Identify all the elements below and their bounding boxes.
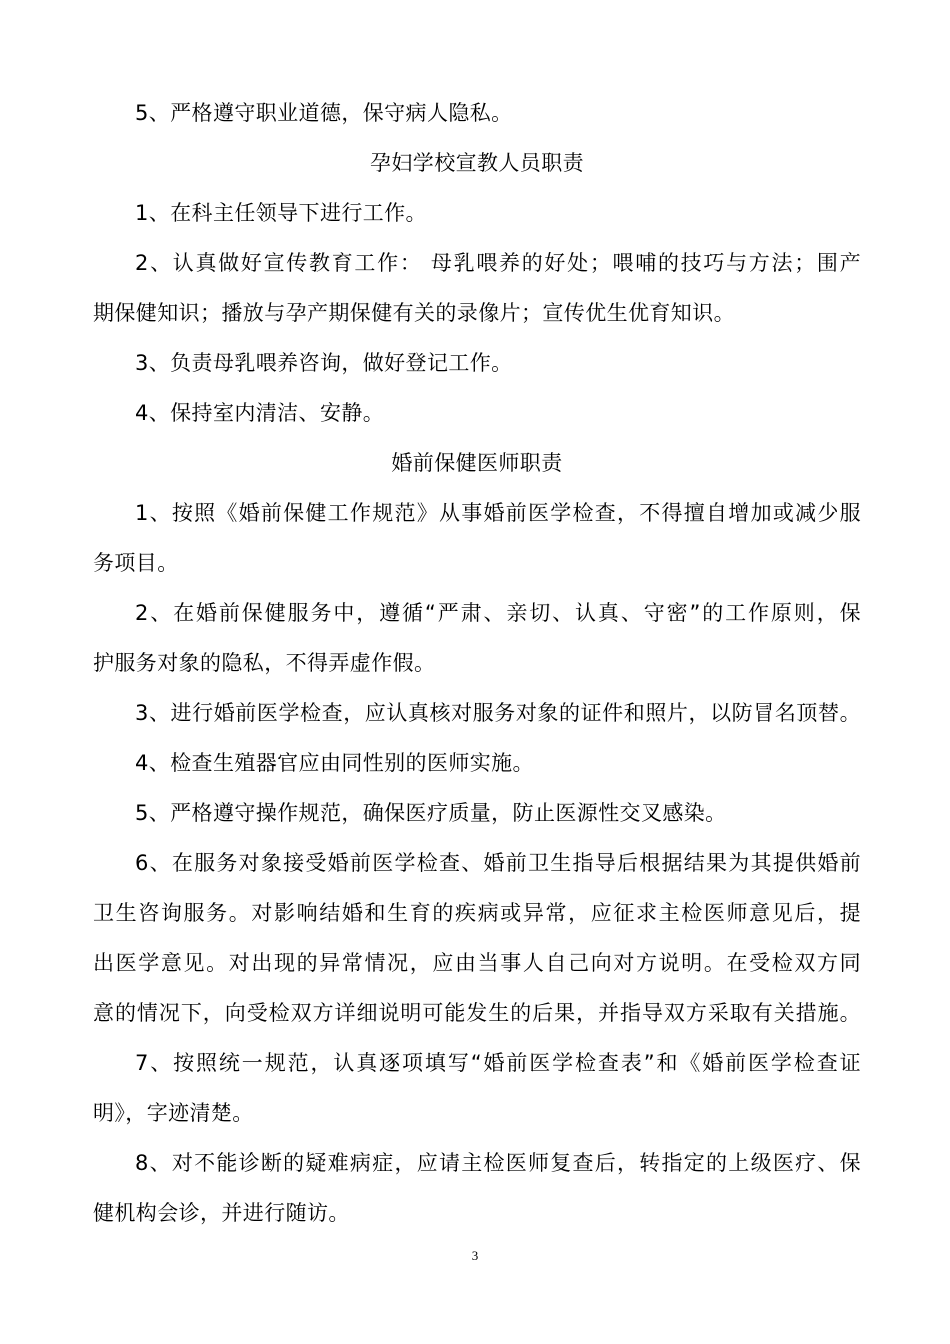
paragraph-line: 6、在服务对象接受婚前医学检查、婚前卫生指导后根据结果为其提供婚前: [135, 851, 861, 875]
paragraph-line: 1、按照《婚前保健工作规范》从事婚前医学检查，不得擅自增加或减少服: [135, 501, 861, 525]
section-heading-prenatal-school-staff-duties: 孕妇学校宣教人员职责: [370, 151, 584, 175]
document-body: [93, 88, 861, 1238]
paragraph-line: 2、在婚前保健服务中，遵循“严肃、亲切、认真、守密”的工作原则，保: [135, 601, 861, 625]
paragraph-line: 5、严格遵守职业道德，保守病人隐私。: [135, 101, 513, 125]
paragraph-line: 卫生咨询服务。对影响结婚和生育的疾病或异常，应征求主检医师意见后，提: [93, 901, 861, 925]
paragraph-line: 8、对不能诊断的疑难病症，应请主检医师复查后，转指定的上级医疗、保: [135, 1151, 861, 1175]
paragraph-line: 意的情况下，向受检双方详细说明可能发生的后果，并指导双方采取有关措施。: [93, 1001, 861, 1025]
paragraph-line: 5、严格遵守操作规范，确保医疗质量，防止医源性交叉感染。: [135, 801, 727, 825]
paragraph-line: 3、负责母乳喂养咨询，做好登记工作。: [135, 351, 513, 375]
paragraph-line: 出医学意见。对出现的异常情况，应由当事人自己向对方说明。在受检双方同: [93, 951, 861, 975]
paragraph-line: 健机构会诊，并进行随访。: [93, 1201, 350, 1225]
paragraph-line: 期保健知识；播放与孕产期保健有关的录像片；宣传优生优育知识。: [93, 301, 735, 325]
paragraph-line: 务项目。: [93, 551, 179, 575]
page-number: 3: [471, 1248, 479, 1263]
section-heading-premarital-physician-duties: 婚前保健医师职责: [391, 451, 563, 475]
paragraph-line: 3、进行婚前医学检查，应认真核对服务对象的证件和照片，以防冒名顶替。: [135, 701, 861, 725]
paragraph-line: 4、检查生殖器官应由同性别的医师实施。: [135, 751, 534, 775]
paragraph-line: 4、保持室内清洁、安静。: [135, 401, 385, 425]
paragraph-line: 护服务对象的隐私，不得弄虚作假。: [93, 651, 436, 675]
paragraph-line: 2、认真做好宣传教育工作： 母乳喂养的好处；喂哺的技巧与方法；围产: [135, 251, 861, 275]
paragraph-line: 1、在科主任领导下进行工作。: [135, 201, 427, 225]
paragraph-line: 明》，字迹清楚。: [93, 1101, 254, 1125]
paragraph-line: 7、按照统一规范，认真逐项填写“婚前医学检查表”和《婚前医学检查证: [135, 1051, 861, 1075]
